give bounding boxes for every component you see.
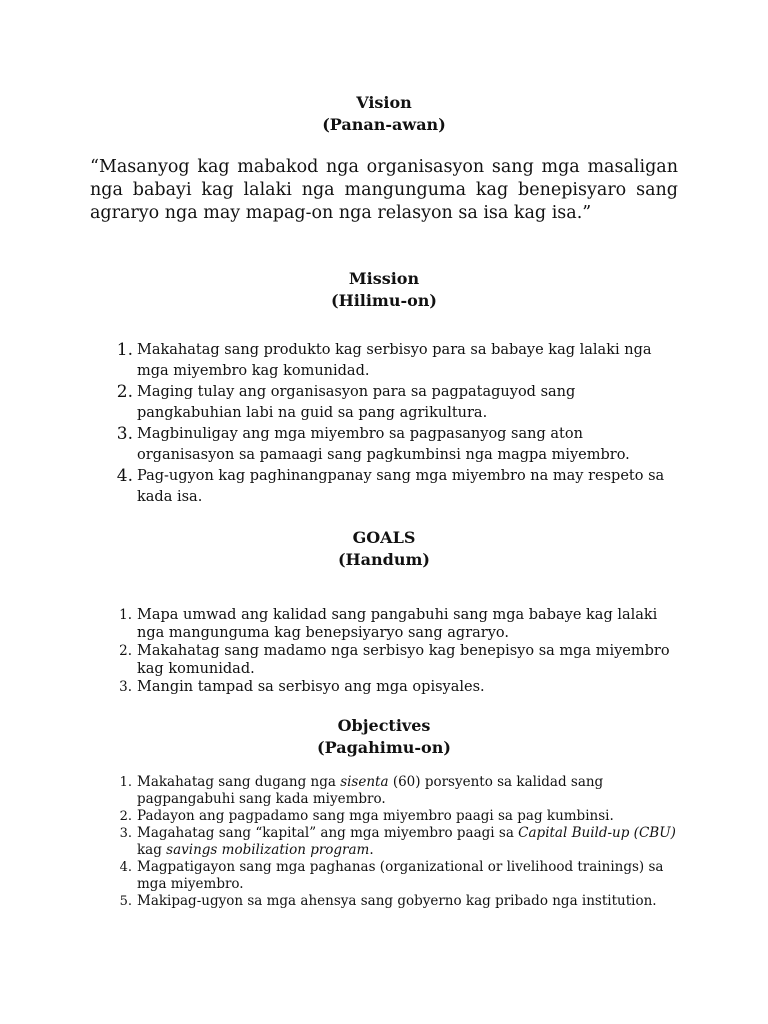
list-item xyxy=(119,642,682,678)
list-item-text: Pag-ugyon kag paghinangpanay sang mga miyembro na may respeto sa kada isa. xyxy=(137,468,665,505)
list-number: 5. xyxy=(119,894,132,909)
list-number: 3. xyxy=(116,424,133,444)
vision-subtitle: (Panan-awan) xyxy=(322,115,446,134)
list-item-text: Maging tulay ang organisasyon para sa pagpataguyod sang pangkabuhian labi na guid sa pang agrikultura. xyxy=(137,384,576,421)
mission-list xyxy=(116,340,682,508)
list-item xyxy=(116,466,682,508)
goals-heading xyxy=(0,527,768,571)
list-item xyxy=(119,825,682,859)
list-number: 4. xyxy=(119,860,132,875)
list-item xyxy=(119,678,682,696)
objectives-heading xyxy=(0,715,768,759)
list-item xyxy=(116,382,682,424)
list-item xyxy=(119,606,682,642)
list-item-text: Mapa umwad ang kalidad sang pangabuhi sang mga babaye kag lalaki nga mangunguma kag benepsiyaryo sang agraryo. xyxy=(137,607,658,641)
list-item-text: Magahatag sang “kapital” ang mga miyembro paagi sa Capital Build-up (CBU) kag savings mobilization program. xyxy=(137,825,676,858)
list-item-text: Mangin tampad sa serbisyo ang mga opisyales. xyxy=(137,679,485,695)
vision-heading xyxy=(0,92,768,136)
mission-title: Mission xyxy=(348,269,420,288)
list-item-text: Makahatag sang produkto kag serbisyo para sa babaye kag lalaki nga mga miyembro kag komunidad. xyxy=(137,342,652,379)
list-item-text: Magbinuligay ang mga miyembro sa pagpasanyog sang aton organisasyon sa pamaagi sang pagkumbinsi nga magpa miyembro. xyxy=(137,426,630,463)
list-number: 3. xyxy=(119,679,132,695)
objectives-list xyxy=(119,774,682,910)
list-item-text: Makipag-ugyon sa mga ahensya sang gobyerno kag pribado nga institution. xyxy=(137,893,657,909)
list-item xyxy=(116,424,682,466)
list-item-text: Magpatigayon sang mga paghanas (organizational or livelihood trainings) sa mga miyembro. xyxy=(137,859,664,892)
goals-list xyxy=(119,606,682,696)
list-item xyxy=(119,774,682,808)
list-number: 2. xyxy=(119,809,132,824)
list-number: 3. xyxy=(119,826,132,841)
list-number: 1. xyxy=(119,775,132,790)
objectives-title: Objectives xyxy=(337,716,431,735)
vision-statement: “Masanyog kag mabakod nga organisasyon sang mga masaligan nga babayi kag lalaki nga mangunguma kag benepisyaro sang agraryo nga may mapag-on nga relasyon sa isa kag isa.” xyxy=(90,157,678,223)
vision-title: Vision xyxy=(356,93,412,112)
list-number: 2. xyxy=(119,643,132,659)
list-number: 1. xyxy=(116,340,133,360)
mission-heading xyxy=(0,268,768,312)
list-item-text: Makahatag sang dugang nga sisenta (60) porsyento sa kalidad sang pagpangabuhi sang kada miyembro. xyxy=(137,774,604,807)
mission-subtitle: (Hilimu-on) xyxy=(331,291,437,310)
list-item-text: Padayon ang pagpadamo sang mga miyembro paagi sa pag kumbinsi. xyxy=(137,808,614,824)
list-item xyxy=(119,859,682,893)
list-number: 4. xyxy=(116,466,133,486)
list-number: 1. xyxy=(119,607,132,623)
list-item xyxy=(116,340,682,382)
list-item-text: Makahatag sang madamo nga serbisyo kag benepisyo sa mga miyembro kag komunidad. xyxy=(137,643,670,677)
list-item xyxy=(119,893,682,910)
goals-subtitle: (Handum) xyxy=(337,550,430,569)
objectives-subtitle: (Pagahimu-on) xyxy=(317,738,451,757)
goals-title: GOALS xyxy=(352,528,416,547)
list-number: 2. xyxy=(116,382,133,402)
list-item xyxy=(119,808,682,825)
